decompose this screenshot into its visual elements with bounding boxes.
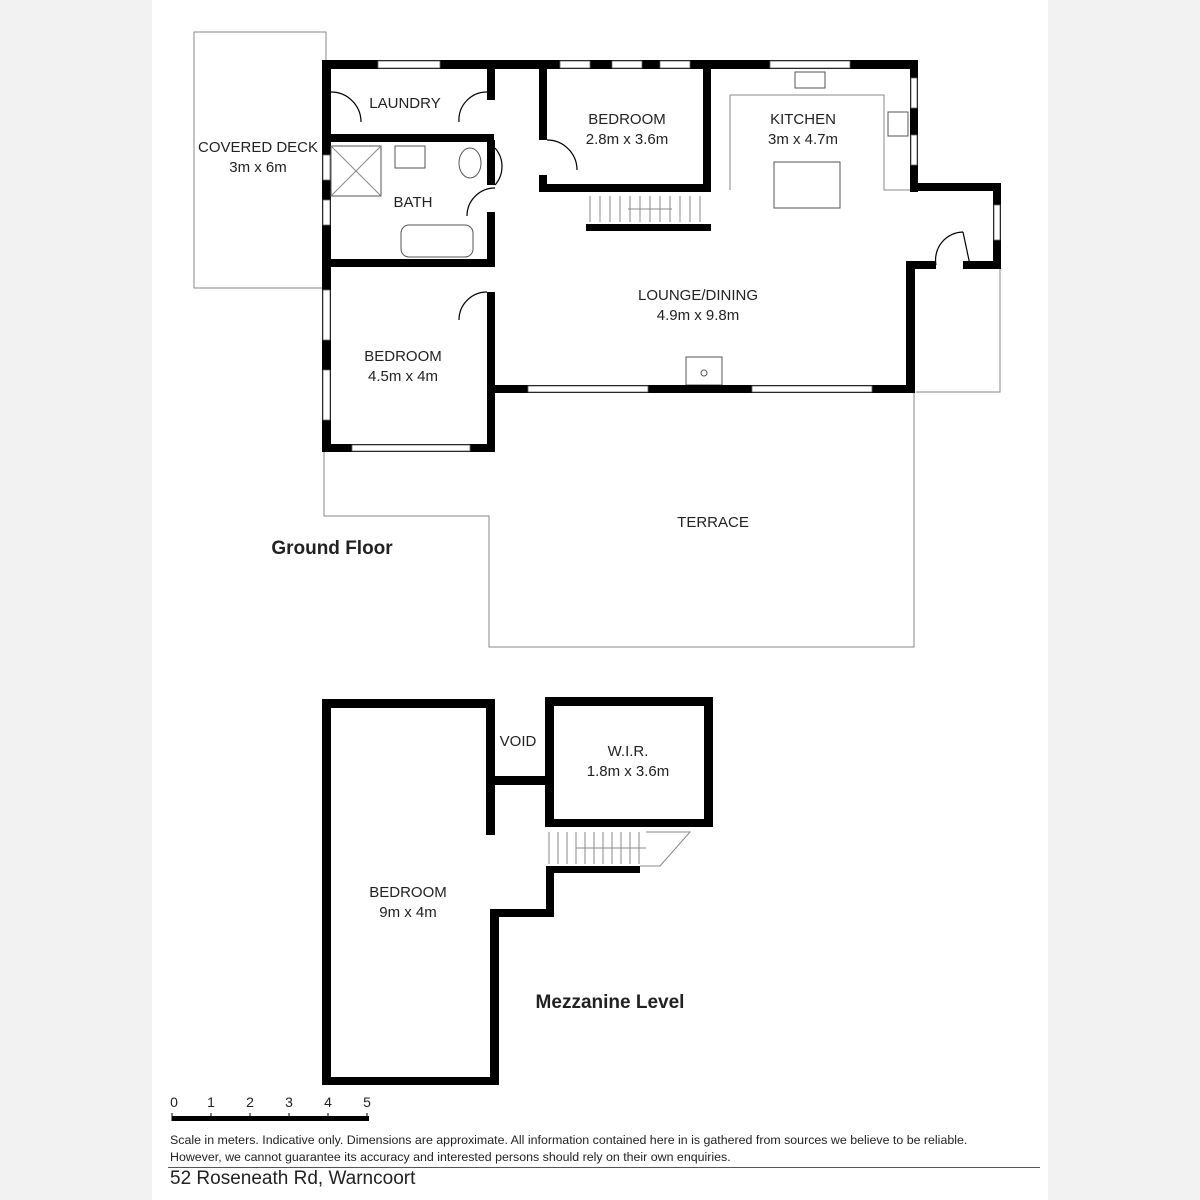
scale-bar	[170, 1094, 371, 1121]
disclaimer	[170, 1132, 1050, 1166]
lounge-dining-label: LOUNGE/DINING	[637, 287, 759, 304]
mezzanine-title: Mezzanine Level	[535, 992, 685, 1013]
terrace-outline	[324, 392, 914, 647]
kitchen-size: 3m x 4.7m	[767, 131, 839, 148]
lounge-dining-size: 4.9m x 9.8m	[656, 307, 740, 324]
mezzanine-stairs	[549, 832, 690, 866]
bedroom-2-size: 2.8m x 3.6m	[585, 131, 669, 148]
covered-deck-size: 3m x 6m	[229, 159, 287, 176]
mezzanine-bedroom-label: BEDROOM	[369, 884, 447, 901]
covered-deck-label: COVERED DECK	[197, 139, 319, 156]
bedroom-2-label: BEDROOM	[588, 111, 666, 128]
ground-floor-title: Ground Floor	[271, 538, 393, 559]
mezzanine-bedroom-size: 9m x 4m	[379, 904, 437, 921]
bath-label: BATH	[393, 194, 433, 211]
wir-label: W.I.R.	[607, 743, 649, 760]
bathtub	[401, 225, 473, 257]
terrace-label: TERRACE	[677, 514, 749, 531]
cooktop	[888, 112, 908, 136]
entry-porch-outline	[916, 268, 1000, 392]
laundry-label: LAUNDRY	[369, 95, 441, 112]
kitchen-island	[774, 162, 840, 208]
disclaimer-line-2: However, we cannot guarantee its accuracy and interested persons should rely on their own enquiries.	[170, 1150, 731, 1164]
scale-tick-label: 5	[363, 1094, 371, 1110]
property-address: 52 Roseneath Rd, Warncoort	[170, 1168, 416, 1189]
toilet	[459, 148, 481, 178]
bedroom-1-label: BEDROOM	[364, 348, 442, 365]
wir-size: 1.8m x 3.6m	[586, 763, 670, 780]
scale-tick-label: 1	[207, 1094, 215, 1110]
bedroom-1-size: 4.5m x 4m	[367, 368, 439, 385]
kitchen-sink	[795, 72, 825, 88]
scale-tick-label: 3	[285, 1094, 293, 1110]
scale-tick-label: 2	[246, 1094, 254, 1110]
ground-stairs	[590, 196, 700, 222]
scale-tick-label: 0	[170, 1094, 178, 1110]
kitchen-label: KITCHEN	[770, 111, 836, 128]
scale-tick-label: 4	[324, 1094, 332, 1110]
fireplace-flue	[701, 370, 707, 376]
void-label: VOID	[499, 733, 537, 750]
disclaimer-line-1: Scale in meters. Indicative only. Dimensions are approximate. All information contained here in is gathered from sources we believe to be reliable.	[170, 1133, 968, 1147]
bath-vanity	[395, 146, 425, 168]
